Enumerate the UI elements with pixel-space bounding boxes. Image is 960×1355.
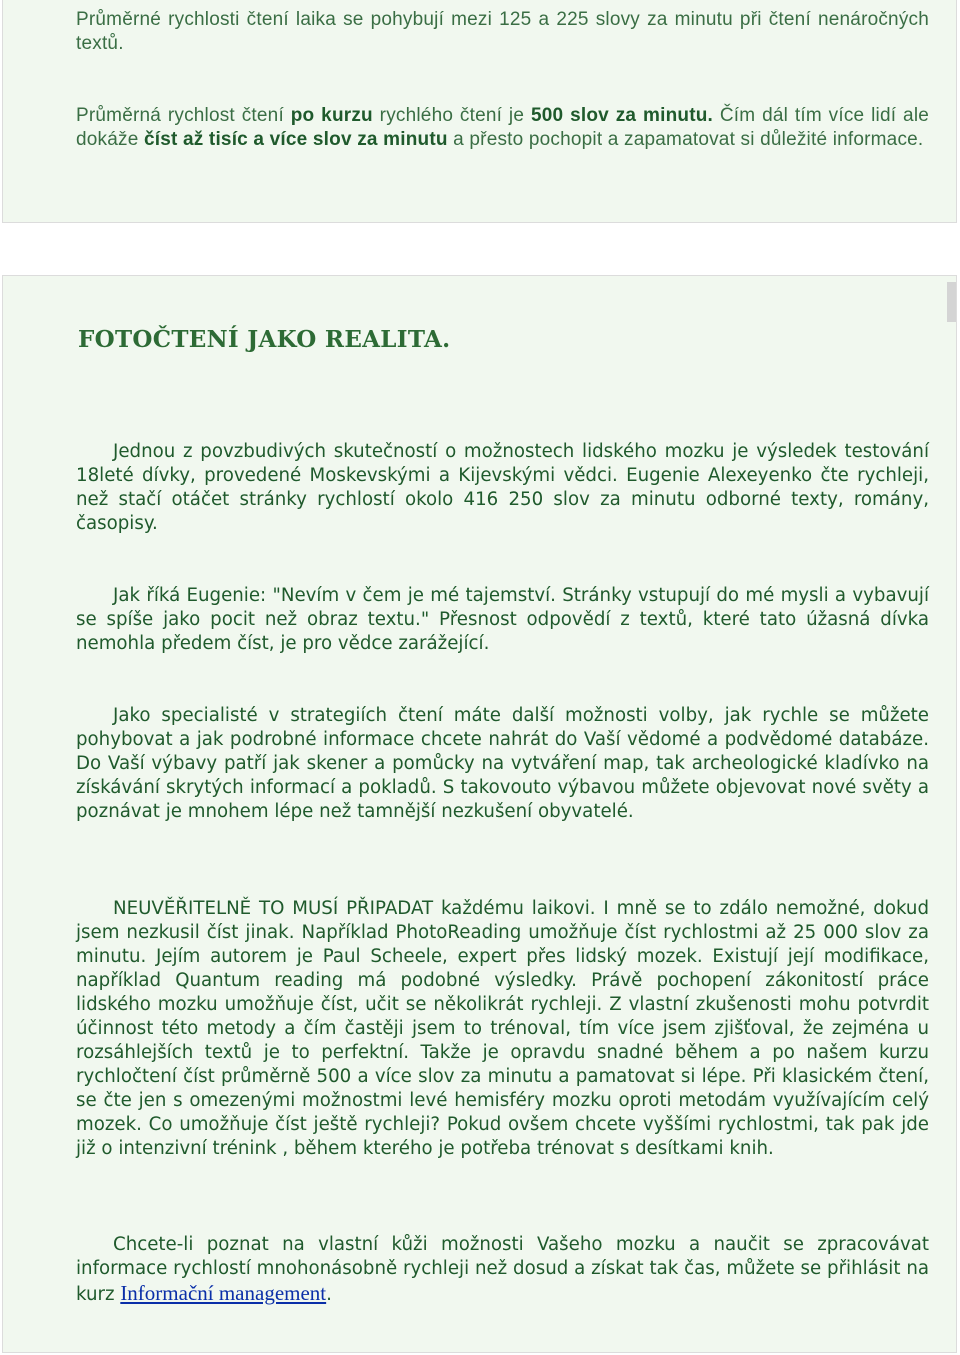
paragraph-strategies: Jako specialisté v strategiích čtení máte další možnosti volby, jak rychle se můžete pohybovat a jak podrobné informace chcete nahrát do Vaší vědomé a podvědomé databáze. Do Vaší výbavy patří jak skener a pomůcky na vytváření map, tak archeologické kladívko na získávání skrytých informací a pokladů. S takovouto výbavou můžete objevovat nové světy a poznávat je mnohem lépe než tamnější nezkušení obyvatelé. bbox=[76, 705, 929, 822]
section-heading: FOTOČTENÍ JAKO REALITA. bbox=[78, 326, 451, 353]
paragraph-eugenie-quote: Jak říká Eugenie: "Nevím v čem je mé tajemství. Stránky vstupují do mé mysli a vybavují se spíše jako pocit než obraz textu." Přesnost odpovědí z textů, které tato úžasná dívka nemohla předem číst, je pro vědce zarážející. bbox=[76, 585, 929, 654]
paragraph-photoreading: NEUVĚŘITELNĚ TO MUSÍ PŘIPADAT každému laikovi. I mně se to zdálo nemožné, dokud jsem nezkusil číst jinak. Například PhotoReading umožňuje číst rychlostmi až 25 000 slov za minutu. Jejím autorem je Paul Scheele, expert přes lidský mozek. Existují její modifikace, například Quantum reading má podobné výsledky. Právě pochopení zákonitostí práce lidského mozku umožňuje číst, učit se několikrát rychleji. Z vlastní zkušenosti mohu potvrdit účinnost této metody a čím častěji jsem to trénoval, tím více jsem zjišťoval, že zejména u rozsáhlejších textů je to perfektní. Takže je opravdu snadné během a po našem kurzu rychločtení číst průměrně 500 a více slov za minutu a pamatovat si lépe. Při klasickém čtení, se čte jen s omezenými možnostmi levé hemisféry mozku oproti metodám využívajícím celý mozek. Co umožňuje číst ještě rychleji? Pokud ovšem chcete vyššími rychlostmi, tak pak jde již o intenzivní trénink , během kterého je potřeba trénovat s desítkami knih. bbox=[76, 898, 929, 1159]
paragraph-average-speed: Průměrné rychlosti čtení laika se pohybují mezi 125 a 225 slovy za minutu při čtení nenáročných textů. bbox=[76, 9, 929, 54]
paragraph-course-invite: Chcete-li poznat na vlastní kůži možnosti Vašeho mozku a naučit se zpracovávat informace rychlostí mnohonásobně rychleji než dosud a získat tak čas, můžete se přihlásit na kurz Informační management. bbox=[76, 1234, 929, 1305]
paragraph-course-speed: Průměrná rychlost čtení po kurzu rychlého čtení je 500 slov za minutu. Čím dál tím více lidí ale dokáže číst až tisíc a více slov za minutu a přesto pochopit a zapamatovat si důležité informace. bbox=[76, 105, 930, 150]
paragraph-eugenie-test: Jednou z povzbudivých skutečností o možnostech lidského mozku je výsledek testování 18leté dívky, provedené Moskevskými a Kijevskými vědci. Eugenie Alexeyenko čte rychleji, než stačí otáčet stránky rychlostí okolo 416 250 slov za minutu odborné texty, romány, časopisy. bbox=[76, 441, 929, 534]
course-link[interactable]: Informační management bbox=[120, 1281, 327, 1305]
scrollbar-thumb[interactable] bbox=[947, 282, 956, 322]
